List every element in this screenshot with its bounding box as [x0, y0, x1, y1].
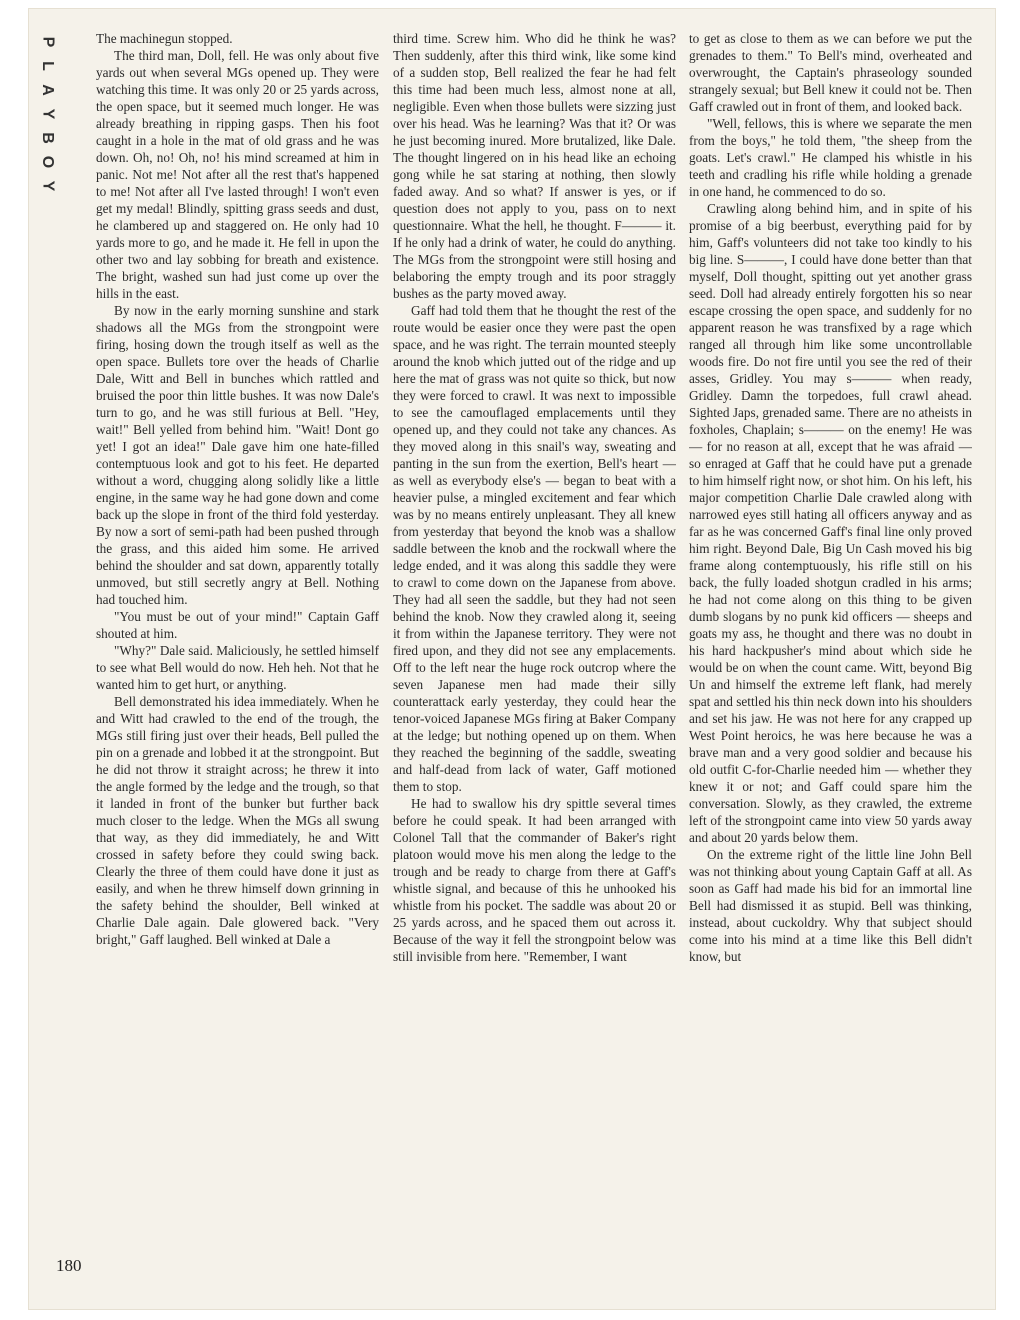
text-column-3	[689, 30, 972, 1280]
text-column-1	[96, 30, 379, 1280]
masthead-letter: L	[39, 61, 56, 71]
magazine-page	[28, 8, 996, 1310]
page-number: 180	[56, 1256, 82, 1275]
masthead-letter: Y	[38, 108, 56, 120]
paragraph: He had to swallow his dry spittle several times before he could speak. It had been arranged with Colonel Tall that the commander of Baker's right platoon would move his men along the ledge to the trough and be ready to charge from there at Gaff's whistle signal, and because of this he unhooked his whistle from his pocket. The saddle was about 20 or 25 yards across, and he spaced them out across it. Because of the way it fell the strongpoint below was still invisible from here. "Remember, I want	[393, 796, 676, 964]
masthead-letter: A	[39, 84, 56, 96]
masthead-letter: P	[38, 36, 56, 48]
masthead-letter: B	[39, 132, 56, 144]
paragraph: third time. Screw him. Who did he think he was? Then suddenly, after this third wink, like some kind of a sudden stop, Bell realized the fear he had felt this time had been much less, almost none at all, negligible. Even when those bullets were sizzing just over his head. Was he learning? Was that it? Or was he just becoming inured. More brutalized, like Dale. The thought lingered on in his head like an echoing gong while he sat staring at nothing, then slowly faded away. And so what? If answer is yes, or if question does not apply to you, pass on to next questionnaire. What the hell, he thought. F——— it. If he only had a drink of water, he could do anything. The MGs from the strongpoint were still hosing and belaboring the empty trough and its poor straggly bushes as the party moved away.	[393, 31, 676, 301]
masthead-letter: Y	[38, 180, 56, 192]
masthead-letter: O	[38, 155, 56, 169]
paragraph: Gaff had told them that he thought the rest of the route would be easier once they were past the open space, and he was right. The terrain mounted steeply around the knob which jutted out of the ridge and up here the mat of grass was not quite so thick, but now they were forced to crawl. It was next to impossible to see the camouflaged emplacements until they opened up, and they could not take any chances. As they moved along in this snail's way, sweating and panting in the sun from the exertion, Bell's heart — as well as everybody else's — began to beat with a heavier pulse, a mingled excitement and fear which was by no means entirely unpleasant. They all knew from yesterday that beyond the knob was a shallow saddle between the knob and the rockwall where the ledge ended, and it was along this saddle they were to crawl to come down on the Japanese from above. They had all seen the saddle, but they had not seen behind the knob. Now they crawled along it, seeing it from within the Japanese territory. They were not fired upon, and they did not see any emplacements. Off to the left near the huge rock outcrop where the seven Japanese men had made their silly counterattack early yesterday, they could hear the tenor-voiced Japanese MGs firing at Baker Company at the ledge; but nothing opened up on them. When they reached the beginning of the saddle, sweating and half-dead from lack of water, Gaff motioned them to stop.	[393, 303, 676, 794]
paragraph: On the extreme right of the little line John Bell was not thinking about young Captain Gaff at all. As soon as Gaff had made his bid for an immortal line Bell had dismissed it as stupid. Bell was thinking, instead, about cuckoldry. Why that subject should come into his mind at a time like this Bell didn't know, but	[689, 847, 972, 964]
paragraph: Crawling along behind him, and in spite of his promise of a big beerbust, everything paid for by him, Gaff's volunteers did not take too kindly to his big line. S———, I could have done better than that myself, Doll thought, spitting out yet another grass seed. Doll had already entirely forgotten his so near escape crossing the open space, and suddenly for no apparent reason he was transfixed by a rage which ranged all through him like some uncontrollable woods fire. Do not fire until you see the red of their asses, Gridley. You may s——— when ready, Gridley. Damn the torpedoes, full crawl ahead. Sighted Japs, grenaded same. There are no atheists in foxholes, Chaplain; s——— on the enemy! He was — for no reason at all, except that he was afraid — so enraged at Gaff that he could have put a grenade to him himself right now, or shot him. On his left, his major competition Charlie Dale crawled along with narrowed eyes still hating all officers anyway and as far as he was concerned Gaff's final line only proved him right. Beyond Dale, Big Un Cash moved his big frame along contemptuously, his rifle still on his back, the fully loaded shotgun cradled in his arms; he had not come along on this thing to be given dumb slogans by no punk kid officers — sheeps and goats my ass, he thought and there was no doubt in his hard hackpusher's mind about which side he would be on when the count came. Witt, beyond Big Un and himself the extreme left flank, had merely spat and settled his thin neck down into his shoulders and set his jaw. He was not here for any crapped up West Point heroics, he was here because he was a brave man and a very good soldier and because his old outfit C-for-Charlie needed him — whether they knew it or not; and Gaff could spare him the conversation. Slowly, as they crawled, the extreme left of the strongpoint came into view 50 yards away and about 20 yards below them.	[689, 201, 972, 845]
paragraph: "You must be out of your mind!" Captain Gaff shouted at him.	[96, 609, 379, 641]
paragraph: The machinegun stopped.	[96, 31, 233, 46]
paragraph: By now in the early morning sunshine and stark shadows all the MGs from the strongpoint were firing, hosing down the trough itself as well as the open space. Bullets tore over the heads of Charlie Dale, Witt and Bell in bunches which rattled and bruised the poor thin little bushes. It was now Dale's turn to go, and he was still furious at Bell. "Hey, wait!" Bell yelled from behind him. "Wait! Dont go yet! I got an idea!" Dale gave him one hate-filled contemptuous look and got to his feet. He departed without a word, chugging along solidly like a little engine, in the same way he had gone down and come back up the slope in front of the third fold yesterday. By now a sort of semi-path had been pushed through the grass, and this aided him some. He arrived behind the shoulder and sat down, apparently totally unmoved, but still secretly angry at Bell. Nothing had touched him.	[96, 303, 379, 607]
masthead	[34, 30, 60, 198]
paragraph: "Why?" Dale said. Maliciously, he settled himself to see what Bell would do now. Heh heh. Not that he wanted him to get hurt, or anything.	[96, 643, 379, 692]
paragraph: "Well, fellows, this is where we separate the men from the boys," he told them, "the sheep from the goats. Let's crawl." He clamped his whistle in his teeth and cradling his rifle while holding a grenade in one hand, he commenced to do so.	[689, 116, 972, 199]
paragraph: to get as close to them as we can before we put the grenades to them." To Bell's mind, overheated and overwrought, the Captain's phraseology sounded strangely sexual; but Bell knew it could not be. Then Gaff crawled out in front of them, and looked back.	[689, 31, 972, 114]
paragraph: The third man, Doll, fell. He was only about five yards out when several MGs opened up. They were watching this time. It was only 20 or 25 yards across, the open space, but it seemed much longer. He was already breathing in ripping gasps. Then his foot caught in a hole in the mat of old grass and he was down. Oh, no! Oh, no! his mind screamed at him in panic. Not me! Not after all the rest that's happened to me! Not after all I've lasted through! I won't even get my medal! Blindly, spitting grass seeds and dust, he clambered up and staggered on. He only had 10 yards more to go, and he made it. He fell in upon the other two and lay sobbing for breath and existence. The bright, washed sun had just come up over the hills in the east.	[96, 48, 379, 301]
text-column-2	[393, 30, 676, 1280]
paragraph: Bell demonstrated his idea immediately. When he and Witt had crawled to the end of the trough, the MGs still firing just over their heads, Bell pulled the pin on a grenade and lobbed it at the strongpoint. But he did not throw it straight across; he threw it into the angle formed by the ledge and the trough, so that it landed in front of the bunker but further back much closer to the ledge. When the MGs all swung that way, as they did immediately, he and Witt crossed in safety before they could swing back. Clearly the three of them could have done it just as easily, and when he threw himself down grinning in the safety behind the shoulder, Bell winked at Charlie Dale again. Dale glowered back. "Very bright," Gaff laughed. Bell winked at Dale a	[96, 694, 379, 947]
